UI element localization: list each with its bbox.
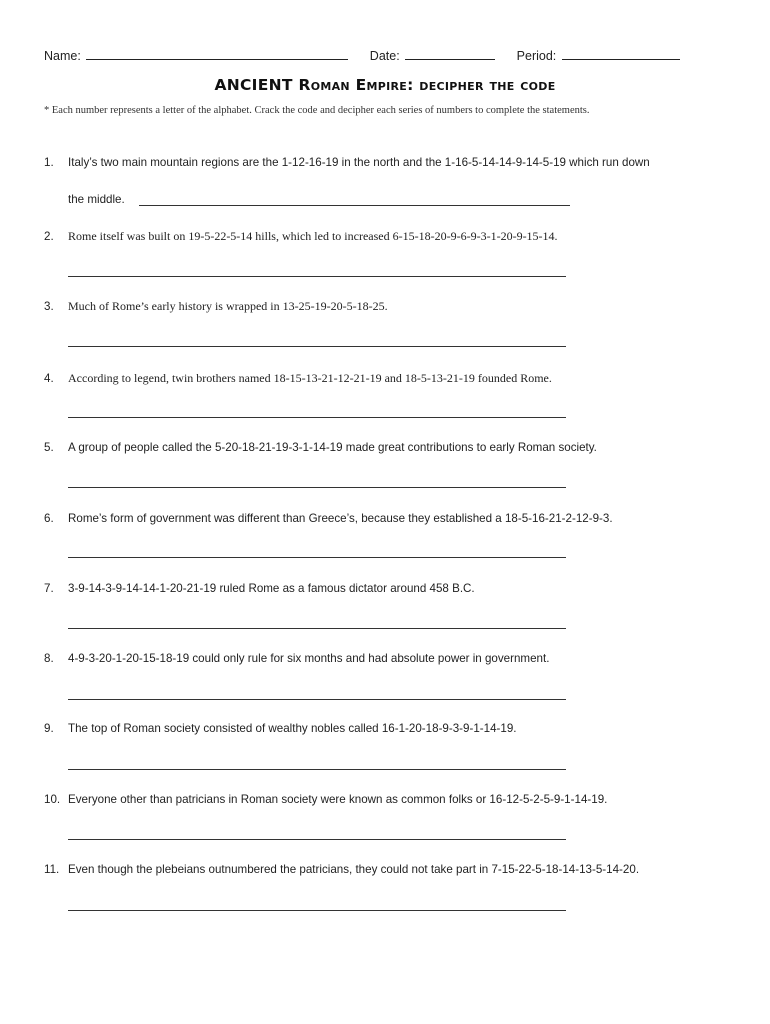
name-label: Name:	[44, 49, 81, 63]
answer-line-3[interactable]	[68, 346, 566, 347]
question-number: 9.	[44, 722, 54, 735]
question-text: Even though the plebeians outnumbered the patricians, they could not take part in 7-15-22-5-18-14-13-5-14-20.	[68, 863, 640, 876]
question-number: 8.	[44, 652, 54, 665]
date-field[interactable]	[405, 46, 495, 60]
question-5	[44, 441, 734, 454]
question-4	[44, 371, 734, 386]
answer-line-4[interactable]	[68, 417, 566, 418]
question-text: 4-9-3-20-1-20-15-18-19 could only rule for six months and had absolute power in government.	[68, 652, 550, 665]
date-label: Date:	[369, 49, 400, 63]
answer-line-7[interactable]	[68, 628, 566, 629]
question-7	[44, 582, 734, 595]
period-field[interactable]	[562, 46, 680, 60]
question-6	[44, 512, 734, 525]
question-number: 3.	[44, 300, 54, 313]
period-label: Period:	[516, 49, 557, 63]
question-2	[44, 229, 734, 244]
answer-line-11[interactable]	[68, 910, 566, 911]
question-1	[44, 156, 734, 169]
question-number: 7.	[44, 582, 54, 595]
answer-line-5[interactable]	[68, 487, 566, 488]
question-text: Rome itself was built on 19-5-22-5-14 hills, which led to increased 6-15-18-20-9-6-9-3-1-20-9-15-14.	[68, 229, 558, 243]
question-text: Much of Rome’s early history is wrapped in 13-25-19-20-5-18-25.	[68, 299, 388, 313]
question-1-continuation: the middle.	[68, 193, 125, 206]
question-text: 3-9-14-3-9-14-14-1-20-21-19 ruled Rome as a famous dictator around 458 B.C.	[68, 582, 475, 595]
question-10	[44, 793, 734, 806]
question-text: The top of Roman society consisted of wealthy nobles called 16-1-20-18-9-3-9-1-14-19.	[68, 722, 517, 735]
instructions: * Each number represents a letter of the alphabet. Crack the code and decipher each series of numbers to complete the statements.	[44, 105, 590, 116]
question-text: Italy’s two main mountain regions are the 1-12-16-19 in the north and the 1-16-5-14-14-9-14-5-19 which run down	[68, 156, 650, 169]
question-3	[44, 299, 734, 314]
question-number: 6.	[44, 512, 54, 525]
question-text: A group of people called the 5-20-18-21-19-3-1-14-19 made great contributions to early Roman society.	[68, 441, 597, 454]
question-number: 5.	[44, 441, 54, 454]
answer-line-9[interactable]	[68, 769, 566, 770]
answer-line-8[interactable]	[68, 699, 566, 700]
question-number: 4.	[44, 372, 54, 385]
question-9	[44, 722, 734, 735]
question-8	[44, 652, 734, 665]
answer-line-2[interactable]	[68, 276, 566, 277]
question-number: 2.	[44, 230, 54, 243]
question-number: 10.	[44, 793, 61, 806]
question-11	[44, 863, 734, 876]
question-text: According to legend, twin brothers named 18-15-13-21-12-21-19 and 18-5-13-21-19 founded Rome.	[68, 371, 552, 385]
question-number: 1.	[44, 156, 54, 169]
answer-line-10[interactable]	[68, 839, 566, 840]
answer-line-6[interactable]	[68, 557, 566, 558]
worksheet-title: ANCIENT Roman Empire: decipher the code	[214, 76, 556, 94]
name-field[interactable]	[86, 46, 348, 60]
question-text: Everyone other than patricians in Roman society were known as common folks or 16-12-5-2-5-9-1-14-19.	[68, 793, 608, 806]
question-text: Rome’s form of government was different than Greece’s, because they established a 18-5-16-21-2-12-9-3.	[68, 512, 613, 525]
student-info-header	[44, 46, 684, 65]
question-number: 11.	[44, 863, 60, 876]
answer-line-1[interactable]	[139, 205, 570, 206]
